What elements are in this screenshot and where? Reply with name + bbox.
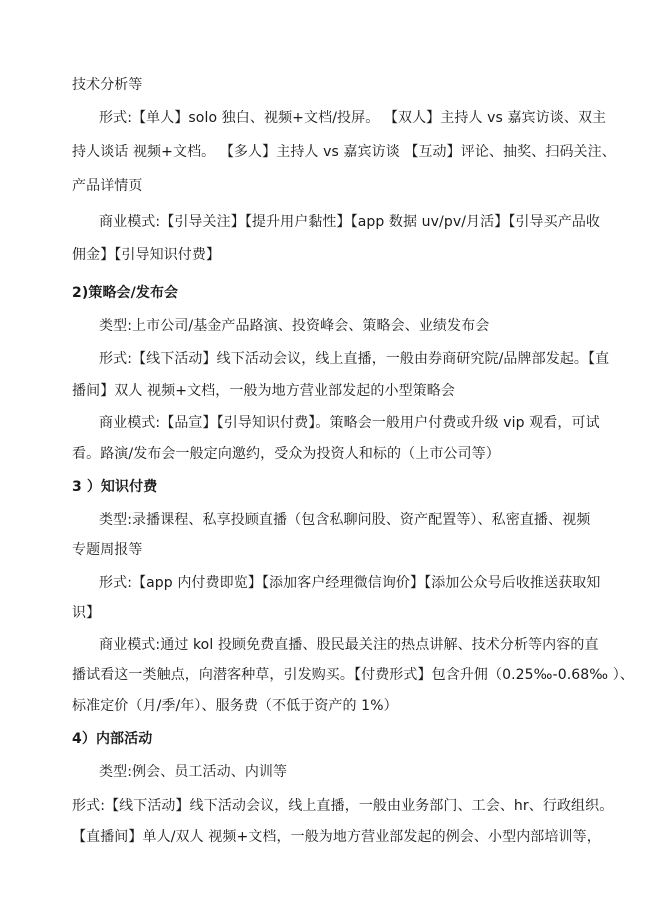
knowledge-format-line-1: 形式:【app 内付费即览】【添加客户经理微信询价】【添加公众号后收推送获取知: [99, 575, 601, 591]
strategy-business-line-2: 看。路演/发布会一般定向邀约，受众为投资人和标的（上市公司等）: [72, 446, 500, 462]
section-heading-knowledge: 3 ）知识付费: [72, 479, 158, 495]
strategy-business-line-1: 商业模式:【品宣】【引导知识付费】。策略会一般用户付费或升级 vip 观看，可试: [99, 415, 600, 431]
paragraph-format-line-3: 产品详情页: [72, 178, 143, 194]
knowledge-business-line-2: 播试看这一类触点，向潜客种草，引发购买。【付费形式】包含升佣（0.25‰-0.68‰ ）、: [72, 667, 634, 683]
internal-format-line-1: 形式:【线下活动】线下活动会议，线上直播，一般由业务部门、工会、hr、行政组织。: [72, 798, 614, 814]
section-heading-internal: 4）内部活动: [72, 731, 153, 747]
strategy-format-line-2: 播间】双人 视频+文档，一般为地方营业部发起的小型策略会: [72, 383, 455, 399]
knowledge-type-line-2: 专题周报等: [72, 542, 143, 558]
paragraph-format-line-2: 持人谈话 视频+文档。 【多人】主持人 vs 嘉宾访谈 【互动】评论、抽奖、扫码关注、: [72, 144, 616, 160]
paragraph-business-line-2: 佣金】【引导知识付费】: [72, 247, 221, 263]
knowledge-type-line-1: 类型:录播课程、私享投顾直播（包含私聊问股、资产配置等）、私密直播、视频: [99, 512, 591, 528]
internal-format-line-2: 【直播间】单人/双人 视频+文档，一般为地方营业部发起的例会、小型内部培训等，: [72, 829, 601, 845]
knowledge-business-line-1: 商业模式:通过 kol 投顾免费直播、股民最关注的热点讲解、技术分析等内容的直: [99, 637, 599, 653]
paragraph-business-line-1: 商业模式:【引导关注】【提升用户黏性】【app 数据 uv/pv/月活】【引导买产品收: [99, 214, 601, 230]
strategy-format-line-1: 形式:【线下活动】线下活动会议，线上直播，一般由券商研究院/品牌部发起。【直: [99, 351, 610, 367]
knowledge-format-line-2: 识】: [72, 605, 101, 621]
paragraph-format-line-1: 形式:【单人】solo 独白、视频+文档/投屏。 【双人】主持人 vs 嘉宾访谈、双主: [99, 110, 607, 126]
internal-type-line: 类型:例会、员工活动、内训等: [99, 764, 288, 780]
knowledge-business-line-3: 标准定价（月/季/年）、服务费（不低于资产的 1%）: [72, 698, 398, 714]
strategy-type-line: 类型:上市公司/基金产品路演、投资峰会、策略会、业绩发布会: [99, 318, 490, 334]
text-line-continuation: 技术分析等: [72, 77, 143, 93]
section-heading-strategy: 2)策略会/发布会: [72, 285, 179, 301]
